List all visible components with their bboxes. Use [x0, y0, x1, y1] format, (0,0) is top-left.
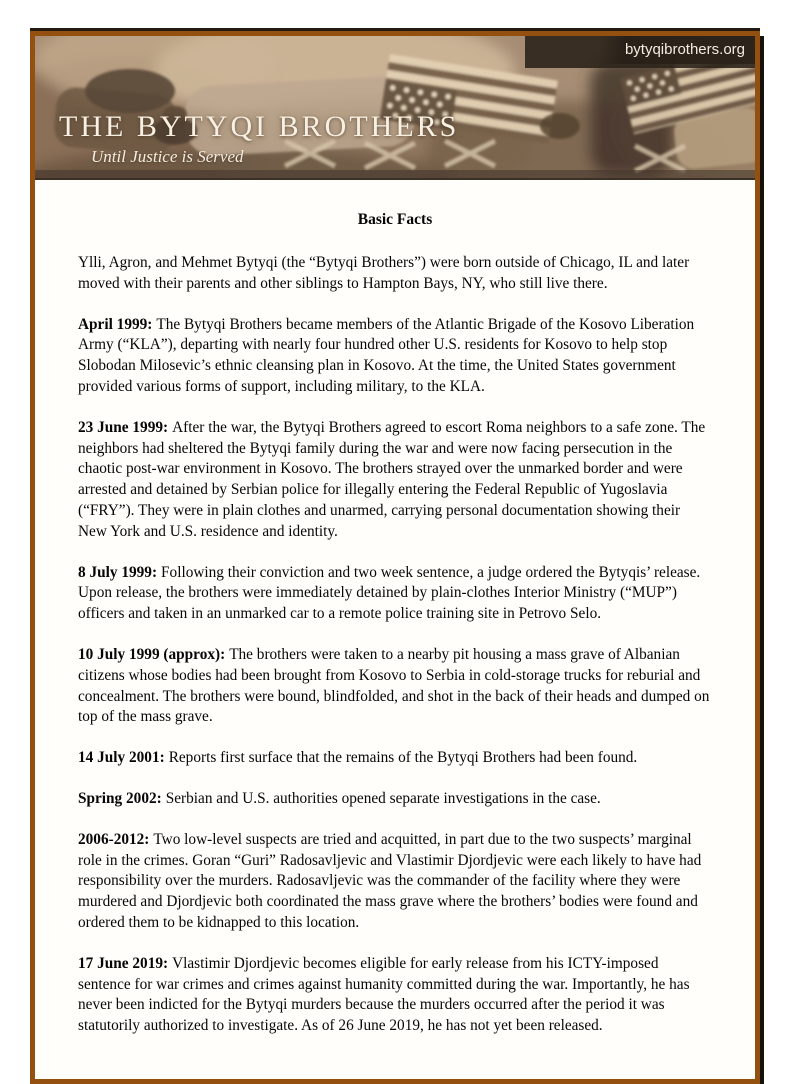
- timeline-entry-2006-2012: [78, 830, 712, 934]
- timeline-entry-spring-2002: [78, 789, 712, 810]
- entry-date: 23 June 1999:: [78, 418, 169, 436]
- page-frame: [30, 31, 760, 1084]
- entry-date: April 1999:: [78, 315, 153, 333]
- timeline-entry-17-june-2019: [78, 954, 712, 1037]
- site-url: bytyqibrothers.org: [599, 36, 755, 64]
- entry-text: Vlastimir Djordjevic becomes eligible for early release from his ICTY-imposed sentence for war crimes and crimes against humanity committed during the war. Importantly, he has never been indicted for the Bytyqi murders because the murders occurred after the period it was statutorily authorized to investigate. As of 26 June 2019, he has not yet been released.: [78, 954, 690, 1035]
- timeline-entry-23-june-1999: [78, 418, 712, 543]
- site-tagline: Until Justice is Served: [91, 147, 244, 166]
- entry-text: Serbian and U.S. authorities opened separate investigations in the case.: [165, 789, 601, 807]
- entry-text: Following their conviction and two week sentence, a judge ordered the Bytyqis’ release. Upon release, the brothers were immediately detained by plain-clothes Interior Ministry (“MUP”) officers and taken in an unmarked car to a remote police training site in Petrovo Selo.: [78, 563, 701, 623]
- entry-text: After the war, the Bytyqi Brothers agreed to escort Roma neighbors to a safe zone. The neighbors had sheltered the Bytyqi family during the war and were now facing persecution in the chaotic post-war environment in Kosovo. The brothers strayed over the unmarked border and were arrested and detained by Serbian police for illegally entering the Federal Republic of Yugoslavia (“FRY”). They were in plain clothes and unarmed, carrying personal documentation showing their New York and U.S. residence and identity.: [78, 418, 706, 540]
- timeline-entry-10-july-1999: [78, 645, 712, 728]
- entry-text: Two low-level suspects are tried and acquitted, in part due to the two suspects’ marginal role in the crimes. Goran “Guri” Radosavljevic and Vlastimir Djordjevic were each likely to have had responsibility over the murders. Radosavljevic was the commander of the facility where they were murdered and Djordjevic both coordinated the mass grave where the brothers’ bodies were found and ordered them to be kidnapped to this location.: [78, 830, 702, 931]
- document-body: [35, 180, 755, 1079]
- entry-date: 17 June 2019:: [78, 954, 169, 972]
- entry-text: Reports first surface that the remains of the Bytyqi Brothers had been found.: [168, 749, 638, 767]
- entry-date: 8 July 1999:: [78, 563, 158, 581]
- site-header: [35, 36, 755, 180]
- entry-text: The Bytyqi Brothers became members of the Atlantic Brigade of the Kosovo Liberation Army (“KLA”), departing with nearly four hundred other U.S. residents for Kosovo to help stop Slobodan Milosevic’s ethnic cleansing plan in Kosovo. At the time, the United States government provided various forms of support, including military, to the KLA.: [78, 315, 695, 395]
- entry-date: 10 July 1999 (approx):: [78, 645, 226, 663]
- basic-facts-heading: Basic Facts: [357, 211, 433, 228]
- timeline-entry-april-1999: [78, 315, 712, 398]
- intro-paragraph: Ylli, Agron, and Mehmet Bytyqi (the “Bytyqi Brothers”) were born outside of Chicago, IL and later moved with their parents and other siblings to Hampton Bays, NY, who still live there.: [78, 254, 690, 292]
- entry-date: 2006-2012:: [78, 830, 150, 848]
- entry-text: The brothers were taken to a nearby pit housing a mass grave of Albanian citizens whose bodies had been brought from Kosovo to Serbia in cold-storage trucks for reburial and concealment. The brothers were bound, blindfolded, and shot in the back of their heads and dumped on top of the mass grave.: [78, 645, 710, 726]
- timeline-entry-8-july-1999: [78, 563, 712, 625]
- entry-date: 14 July 2001:: [78, 749, 165, 767]
- entry-date: Spring 2002:: [78, 789, 162, 807]
- timeline-entry-14-july-2001: [78, 748, 712, 769]
- site-title: THE BYTYQI BROTHERS: [59, 110, 460, 143]
